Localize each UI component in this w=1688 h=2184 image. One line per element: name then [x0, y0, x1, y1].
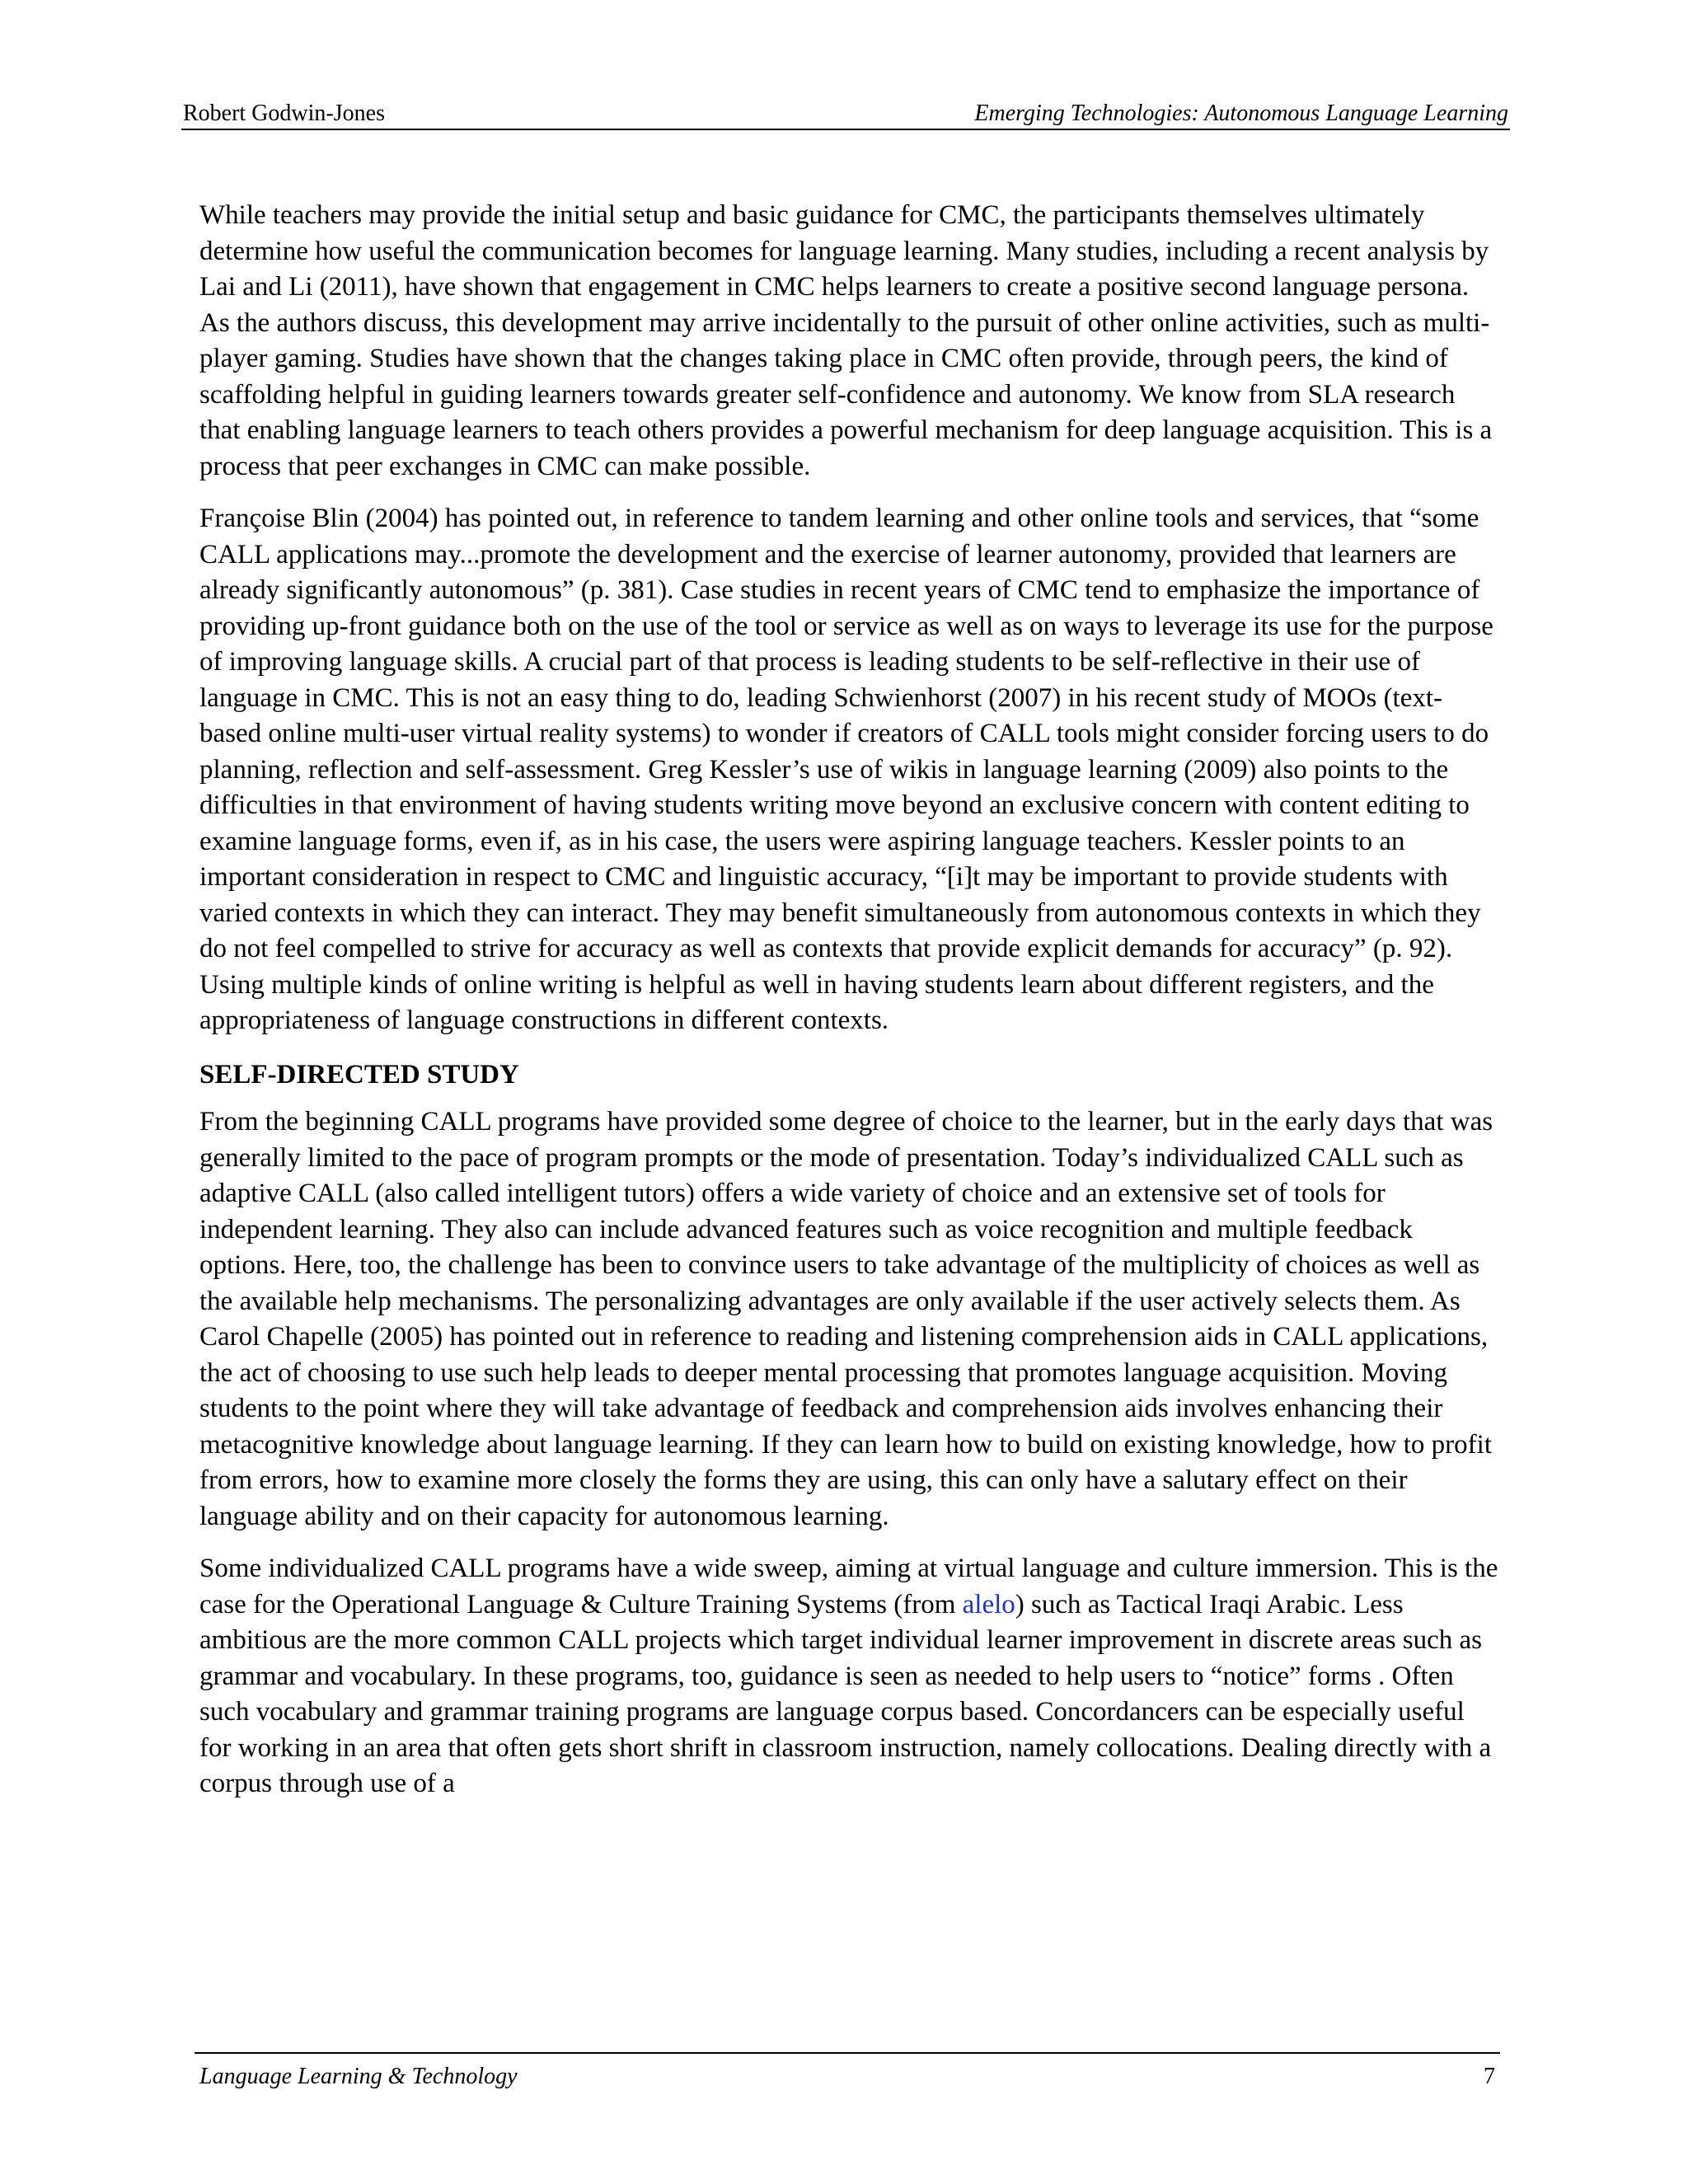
- paragraph-2: Françoise Blin (2004) has pointed out, in reference to tandem learning and other online tools and services, that “some CALL applications may...promote the development and the exercise of learner autonomy, provided that learners are already significantly autonomous” (p. 381). Case studies in recent years of CMC tend to emphasize the importance of providing up-front guidance both on the use of the tool or service as well as on ways to leverage its use for the purpose of improving language skills. A crucial part of that process is leading students to be self-reflective in their use of language in CMC. This is not an easy thing to do, leading Schwienhorst (2007) in his recent study of MOOs (text-based online multi-user virtual reality systems) to wonder if creators of CALL tools might consider forcing users to do planning, reflection and self-assessment. Greg Kessler’s use of wikis in language learning (2009) also points to the difficulties in that environment of having students writing move beyond an exclusive concern with content editing to examine language forms, even if, as in his case, the users were aspiring language teachers. Kessler points to an important consideration in respect to CMC and linguistic accuracy, “[i]t may be important to provide students with varied contexts in which they can interact. They may benefit simultaneously from autonomous contexts in which they do not feel compelled to strive for accuracy as well as contexts that provide explicit demands for accuracy” (p. 92). Using multiple kinds of online writing is helpful as well in having students learn about different registers, and the appropriateness of language constructions in different contexts.: [199, 504, 1493, 1035]
- footer-journal: Language Learning & Technology: [199, 2064, 518, 2089]
- header-title: Emerging Technologies: Autonomous Language Learning: [974, 101, 1508, 126]
- alelo-link[interactable]: alelo: [962, 1589, 1015, 1619]
- running-header: [181, 96, 1510, 130]
- paragraph-4-text-a: Some individualized CALL programs have a wide sweep, aiming at virtual language and culture immersion. This is the case for the Operational Language & Culture Training Systems (from: [199, 1554, 1498, 1619]
- running-footer: [195, 2052, 1500, 2089]
- page-number: 7: [1484, 2064, 1495, 2089]
- main-content: [199, 198, 1502, 1819]
- paragraph-1: While teachers may provide the initial setup and basic guidance for CMC, the participants themselves ultimately determine how useful the communication becomes for language learning. Many studies, including a recent analysis by Lai and Li (2011), have shown that engagement in CMC helps learners to create a positive second language persona. As the authors discuss, this development may arrive incidentally to the pursuit of other online activities, such as multi-player gaming. Studies have shown that the changes taking place in CMC often provide, through peers, the kind of scaffolding helpful in guiding learners towards greater self-confidence and autonomy. We know from SLA research that enabling language learners to teach others provides a powerful mechanism for deep language acquisition. This is a process that peer exchanges in CMC can make possible.: [199, 200, 1493, 481]
- section-heading: SELF-DIRECTED STUDY: [199, 1059, 519, 1090]
- paragraph-3: From the beginning CALL programs have provided some degree of choice to the learner, but in the early days that was generally limited to the pace of program prompts or the mode of presentation. Today’s individualized CALL such as adaptive CALL (also called intelligent tutors) offers a wide variety of choice and an extensive set of tools for independent learning. They also can include advanced features such as voice recognition and multiple feedback options. Here, too, the challenge has been to convince users to take advantage of the multiplicity of choices as well as the available help mechanisms. The personalizing advantages are only available if the user actively selects them. As Carol Chapelle (2005) has pointed out in reference to reading and listening comprehension aids in CALL applications, the act of choosing to use such help leads to deeper mental processing that promotes language acquisition. Moving students to the point where they will take advantage of feedback and comprehension aids involves enhancing their metacognitive knowledge about language learning. If they can learn how to build on existing knowledge, how to profit from errors, how to examine more closely the forms they are using, this can only have a salutary effect on their language ability and on their capacity for autonomous learning.: [199, 1107, 1493, 1531]
- paragraph-4: [199, 1551, 1502, 1802]
- header-author: Robert Godwin-Jones: [183, 101, 385, 126]
- paragraph-4-text-b: ) such as Tactical Iraqi Arabic. Less ambitious are the more common CALL projects which target individual learner improvement in discrete areas such as grammar and vocabulary. In these programs, too, guidance is seen as needed to help users to “notice” forms . Often such vocabulary and grammar training programs are language corpus based. Concordancers can be especially useful for working in an area that often gets short shrift in classroom instruction, namely collocations. Dealing directly with a corpus through use of a: [199, 1589, 1492, 1798]
